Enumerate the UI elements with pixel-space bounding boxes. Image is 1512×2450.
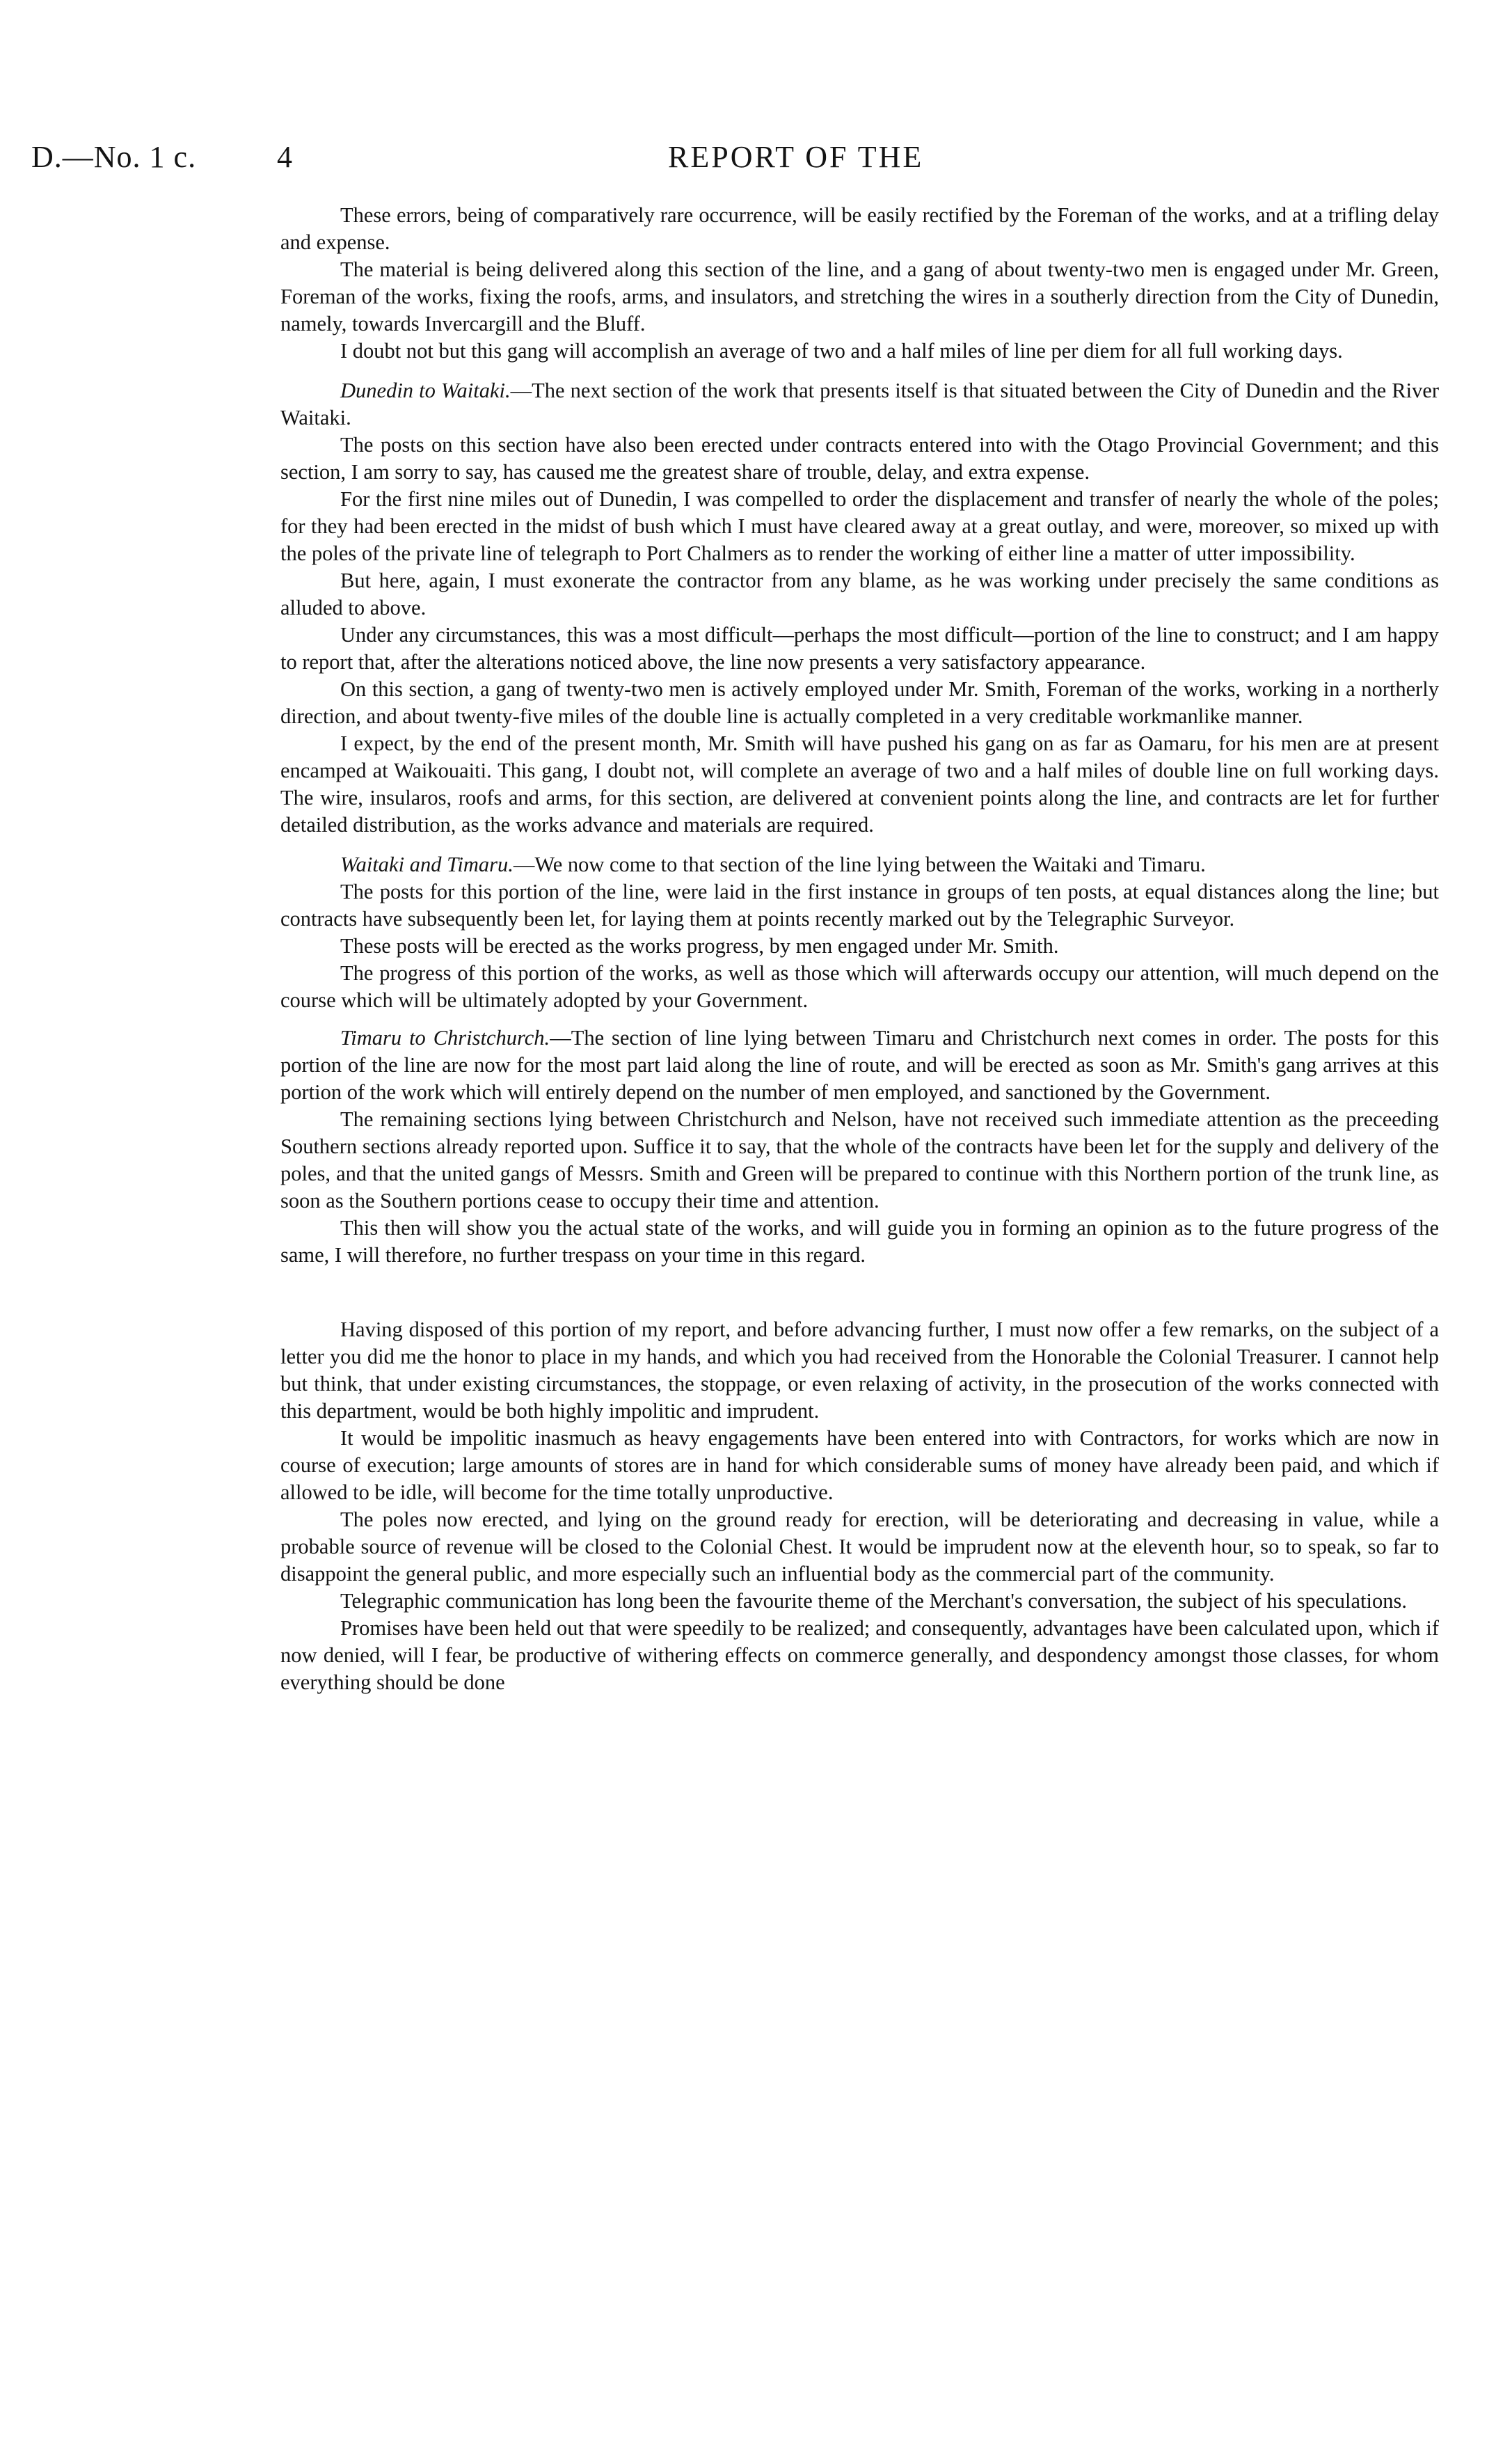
paragraph: Promises have been held out that were speedily to be realized; and consequently, advantages have been calculated upon, which if now denied, will I fear, be productive of withering effects on commerce generally, and despondency amongst those classes, for whom everything should be done bbox=[280, 1616, 1439, 1694]
section-heading: Dunedin to Waitaki. bbox=[340, 379, 511, 402]
section-dunedin-to-waitaki bbox=[280, 377, 1439, 432]
paragraph: The remaining sections lying between Christchurch and Nelson, have not received such immediate attention as the preceeding Southern sections already reported upon. Suffice it to say, that the whole of the contracts have been let for the supply and delivery of the poles, and that the united gangs of Messrs. Smith and Green will be prepared to continue with this Northern portion of the trunk line, as soon as the Southern portions cease to occupy their time and attention. bbox=[280, 1107, 1439, 1212]
paragraph: On this section, a gang of twenty-two men is actively employed under Mr. Smith, Foreman of the works, working in a northerly direction, and about twenty-five miles of the double line is actually completed in a very creditable workmanlike manner. bbox=[280, 677, 1439, 728]
paragraph: The material is being delivered along this section of the line, and a gang of about twenty-two men is engaged under Mr. Green, Foreman of the works, fixing the roofs, arms, and insulators, and stretching the wires in a southerly direction from the City of Dunedin, namely, towards Invercargill and the Bluff. bbox=[280, 258, 1439, 335]
paragraph: Under any circumstances, this was a most difficult—perhaps the most difficult—portion of the line to construct; and I am happy to report that, after the alterations noticed above, the line now presents a very satisfactory appearance. bbox=[280, 623, 1439, 674]
document-id: D.—No. 1 c. bbox=[31, 140, 197, 174]
running-title: REPORT OF THE bbox=[668, 140, 924, 174]
paragraph: Having disposed of this portion of my report, and before advancing further, I must now offer a few remarks, on the subject of a letter you did me the honor to place in my hands, and which you had received from the Honorable the Colonial Treasurer. I cannot help but think, that under existing circumstances, the stoppage, or even relaxing of activity, in the prosecution of the works connected with this department, would be both highly impolitic and imprudent. bbox=[280, 1318, 1439, 1423]
paragraph: The progress of this portion of the works, as well as those which will afterwards occupy our attention, will much depend on the course which will be ultimately adopted by your Government. bbox=[280, 961, 1439, 1012]
paragraph: For the first nine miles out of Dunedin, I was compelled to order the displacement and transfer of nearly the whole of the poles; for they had been erected in the midst of bush which I must have cleared away at a great outlay, and were, moreover, so mixed up with the poles of the private line of telegraph to Port Chalmers as to render the working of either line a matter of utter impossibility. bbox=[280, 487, 1439, 565]
section-heading: Waitaki and Timaru. bbox=[340, 853, 514, 876]
page-header bbox=[0, 139, 1512, 181]
page-number: 4 bbox=[277, 140, 292, 174]
paragraph: But here, again, I must exonerate the contractor from any blame, as he was working under precisely the same conditions as alluded to above. bbox=[280, 569, 1439, 619]
paragraph: It would be impolitic inasmuch as heavy engagements have been entered into with Contractors, for works which are now in course of execution; large amounts of stores are in hand for which considerable sums of money have already been paid, and which if allowed to be idle, will become for the time totally unproductive. bbox=[280, 1426, 1439, 1504]
section-lead: —The section of line lying between Timaru and Christchurch next comes in order. The posts for this portion of the line are now for the most part laid along the line of route, and will be erected as soon as Mr. Smith's gang arrives at this portion of the work which will entirely depend on the number of men employed, and sanctioned by the Government. bbox=[280, 1026, 1440, 1104]
paragraph: This then will show you the actual state of the works, and will guide you in forming an opinion as to the future progress of the same, I will therefore, no further trespass on your time in this regard. bbox=[280, 1216, 1439, 1267]
section-lead: —The next section of the work that presents itself is that situated between the City of Dunedin and the River Waitaki. bbox=[280, 379, 1440, 429]
paragraph: These posts will be erected as the works progress, by men engaged under Mr. Smith. bbox=[340, 934, 1059, 958]
section-heading: Timaru to Christchurch. bbox=[340, 1026, 550, 1050]
section-lead: —We now come to that section of the line lying between the Waitaki and Timaru. bbox=[513, 853, 1206, 876]
paragraph: Telegraphic communication has long been the favourite theme of the Merchant's conversation, the subject of his speculations. bbox=[340, 1589, 1407, 1613]
paragraph: The posts for this portion of the line, were laid in the first instance in groups of ten posts, at equal distances along the line; but contracts have subsequently been let, for laying them at points recently marked out by the Telegraphic Surveyor. bbox=[280, 880, 1439, 931]
report-body bbox=[280, 202, 1439, 1696]
section-waitaki-and-timaru bbox=[280, 851, 1439, 878]
paragraph: I expect, by the end of the present month, Mr. Smith will have pushed his gang on as far as Oamaru, for his men are at present encamped at Waikouaiti. This gang, I doubt not, will complete an average of two and a half miles of double line on full working days. The wire, insularos, roofs and arms, for this section, are delivered at convenient points along the line, and contracts are let for further detailed distribution, as the works advance and materials are required. bbox=[280, 732, 1439, 837]
paragraph: The poles now erected, and lying on the ground ready for erection, will be deteriorating and decreasing in value, while a probable source of revenue will be closed to the Colonial Chest. It would be imprudent now at the eleventh hour, so to speak, so far to disappoint the general public, and more especially such an influential body as the commercial part of the community. bbox=[280, 1508, 1439, 1586]
paragraph: These errors, being of comparatively rare occurrence, will be easily rectified by the Foreman of the works, and at a trifling delay and expense. bbox=[280, 203, 1439, 254]
section-timaru-to-christchurch bbox=[280, 1025, 1439, 1106]
paragraph: I doubt not but this gang will accomplish an average of two and a half miles of line per diem for all full working days. bbox=[340, 339, 1343, 363]
paragraph: The posts on this section have also been erected under contracts entered into with the Otago Provincial Government; and this section, I am sorry to say, has caused me the greatest share of trouble, delay, and extra expense. bbox=[280, 433, 1439, 484]
